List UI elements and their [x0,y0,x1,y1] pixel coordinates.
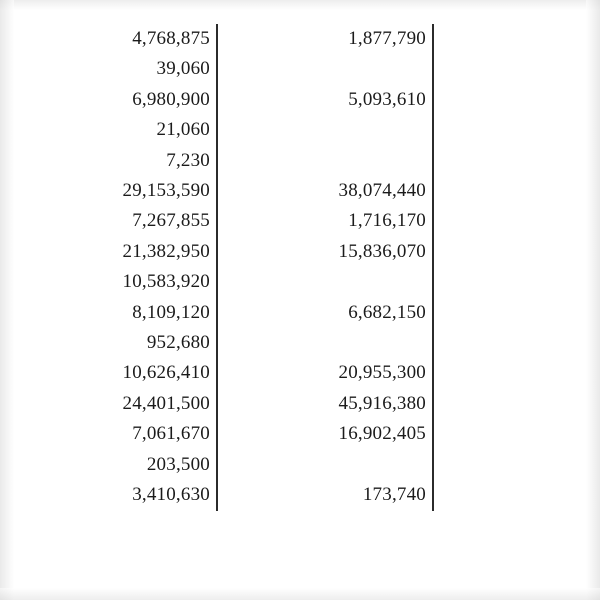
cell-spacer [217,450,236,480]
cell-column-2: 15,836,070 [236,237,433,267]
cell-column-1: 39,060 [60,54,217,84]
page-edge-shadow-left [0,0,14,600]
cell-spacer [217,267,236,297]
cell-spacer [217,328,236,358]
cell-column-2: 6,682,150 [236,298,433,328]
cell-spacer [217,54,236,84]
cell-spacer [217,419,236,449]
table-row [60,115,433,145]
cell-column-1: 10,626,410 [60,358,217,388]
cell-spacer [217,24,236,54]
cell-spacer [217,146,236,176]
table-row [60,24,433,54]
table-row [60,85,433,115]
cell-spacer [217,115,236,145]
cell-column-2: 1,716,170 [236,206,433,236]
table-row [60,237,433,267]
cell-column-1: 952,680 [60,328,217,358]
cell-column-1: 7,061,670 [60,419,217,449]
cell-spacer [217,176,236,206]
cell-column-2 [236,54,433,84]
cell-column-1: 4,768,875 [60,24,217,54]
cell-column-2 [236,328,433,358]
cell-column-2 [236,267,433,297]
cell-column-1: 8,109,120 [60,298,217,328]
cell-column-1: 203,500 [60,450,217,480]
figures-table-wrapper [60,24,480,511]
cell-spacer [217,480,236,510]
table-row [60,206,433,236]
page-edge-shadow-top [0,0,600,10]
table-row [60,298,433,328]
cell-spacer [217,206,236,236]
cell-column-2: 173,740 [236,480,433,510]
cell-column-2 [236,146,433,176]
cell-column-1: 7,267,855 [60,206,217,236]
cell-column-2: 38,074,440 [236,176,433,206]
page-edge-shadow-bottom [0,588,600,600]
table-row [60,419,433,449]
cell-column-2: 20,955,300 [236,358,433,388]
page-edge-shadow-right [586,0,600,600]
cell-column-2: 5,093,610 [236,85,433,115]
table-row [60,54,433,84]
cell-spacer [217,358,236,388]
table-row [60,328,433,358]
table-row [60,389,433,419]
cell-column-1: 6,980,900 [60,85,217,115]
cell-column-2: 45,916,380 [236,389,433,419]
cell-column-2: 16,902,405 [236,419,433,449]
cell-spacer [217,85,236,115]
cell-column-1: 10,583,920 [60,267,217,297]
figures-table [60,24,434,511]
cell-spacer [217,298,236,328]
cell-column-2: 1,877,790 [236,24,433,54]
table-row [60,176,433,206]
table-row [60,267,433,297]
table-row [60,450,433,480]
cell-column-1: 3,410,630 [60,480,217,510]
cell-spacer [217,237,236,267]
table-row [60,480,433,510]
table-row [60,358,433,388]
cell-column-1: 7,230 [60,146,217,176]
cell-column-1: 21,382,950 [60,237,217,267]
cell-column-1: 29,153,590 [60,176,217,206]
cell-column-2 [236,450,433,480]
cell-column-2 [236,115,433,145]
cell-column-1: 24,401,500 [60,389,217,419]
cell-spacer [217,389,236,419]
cell-column-1: 21,060 [60,115,217,145]
table-row [60,146,433,176]
